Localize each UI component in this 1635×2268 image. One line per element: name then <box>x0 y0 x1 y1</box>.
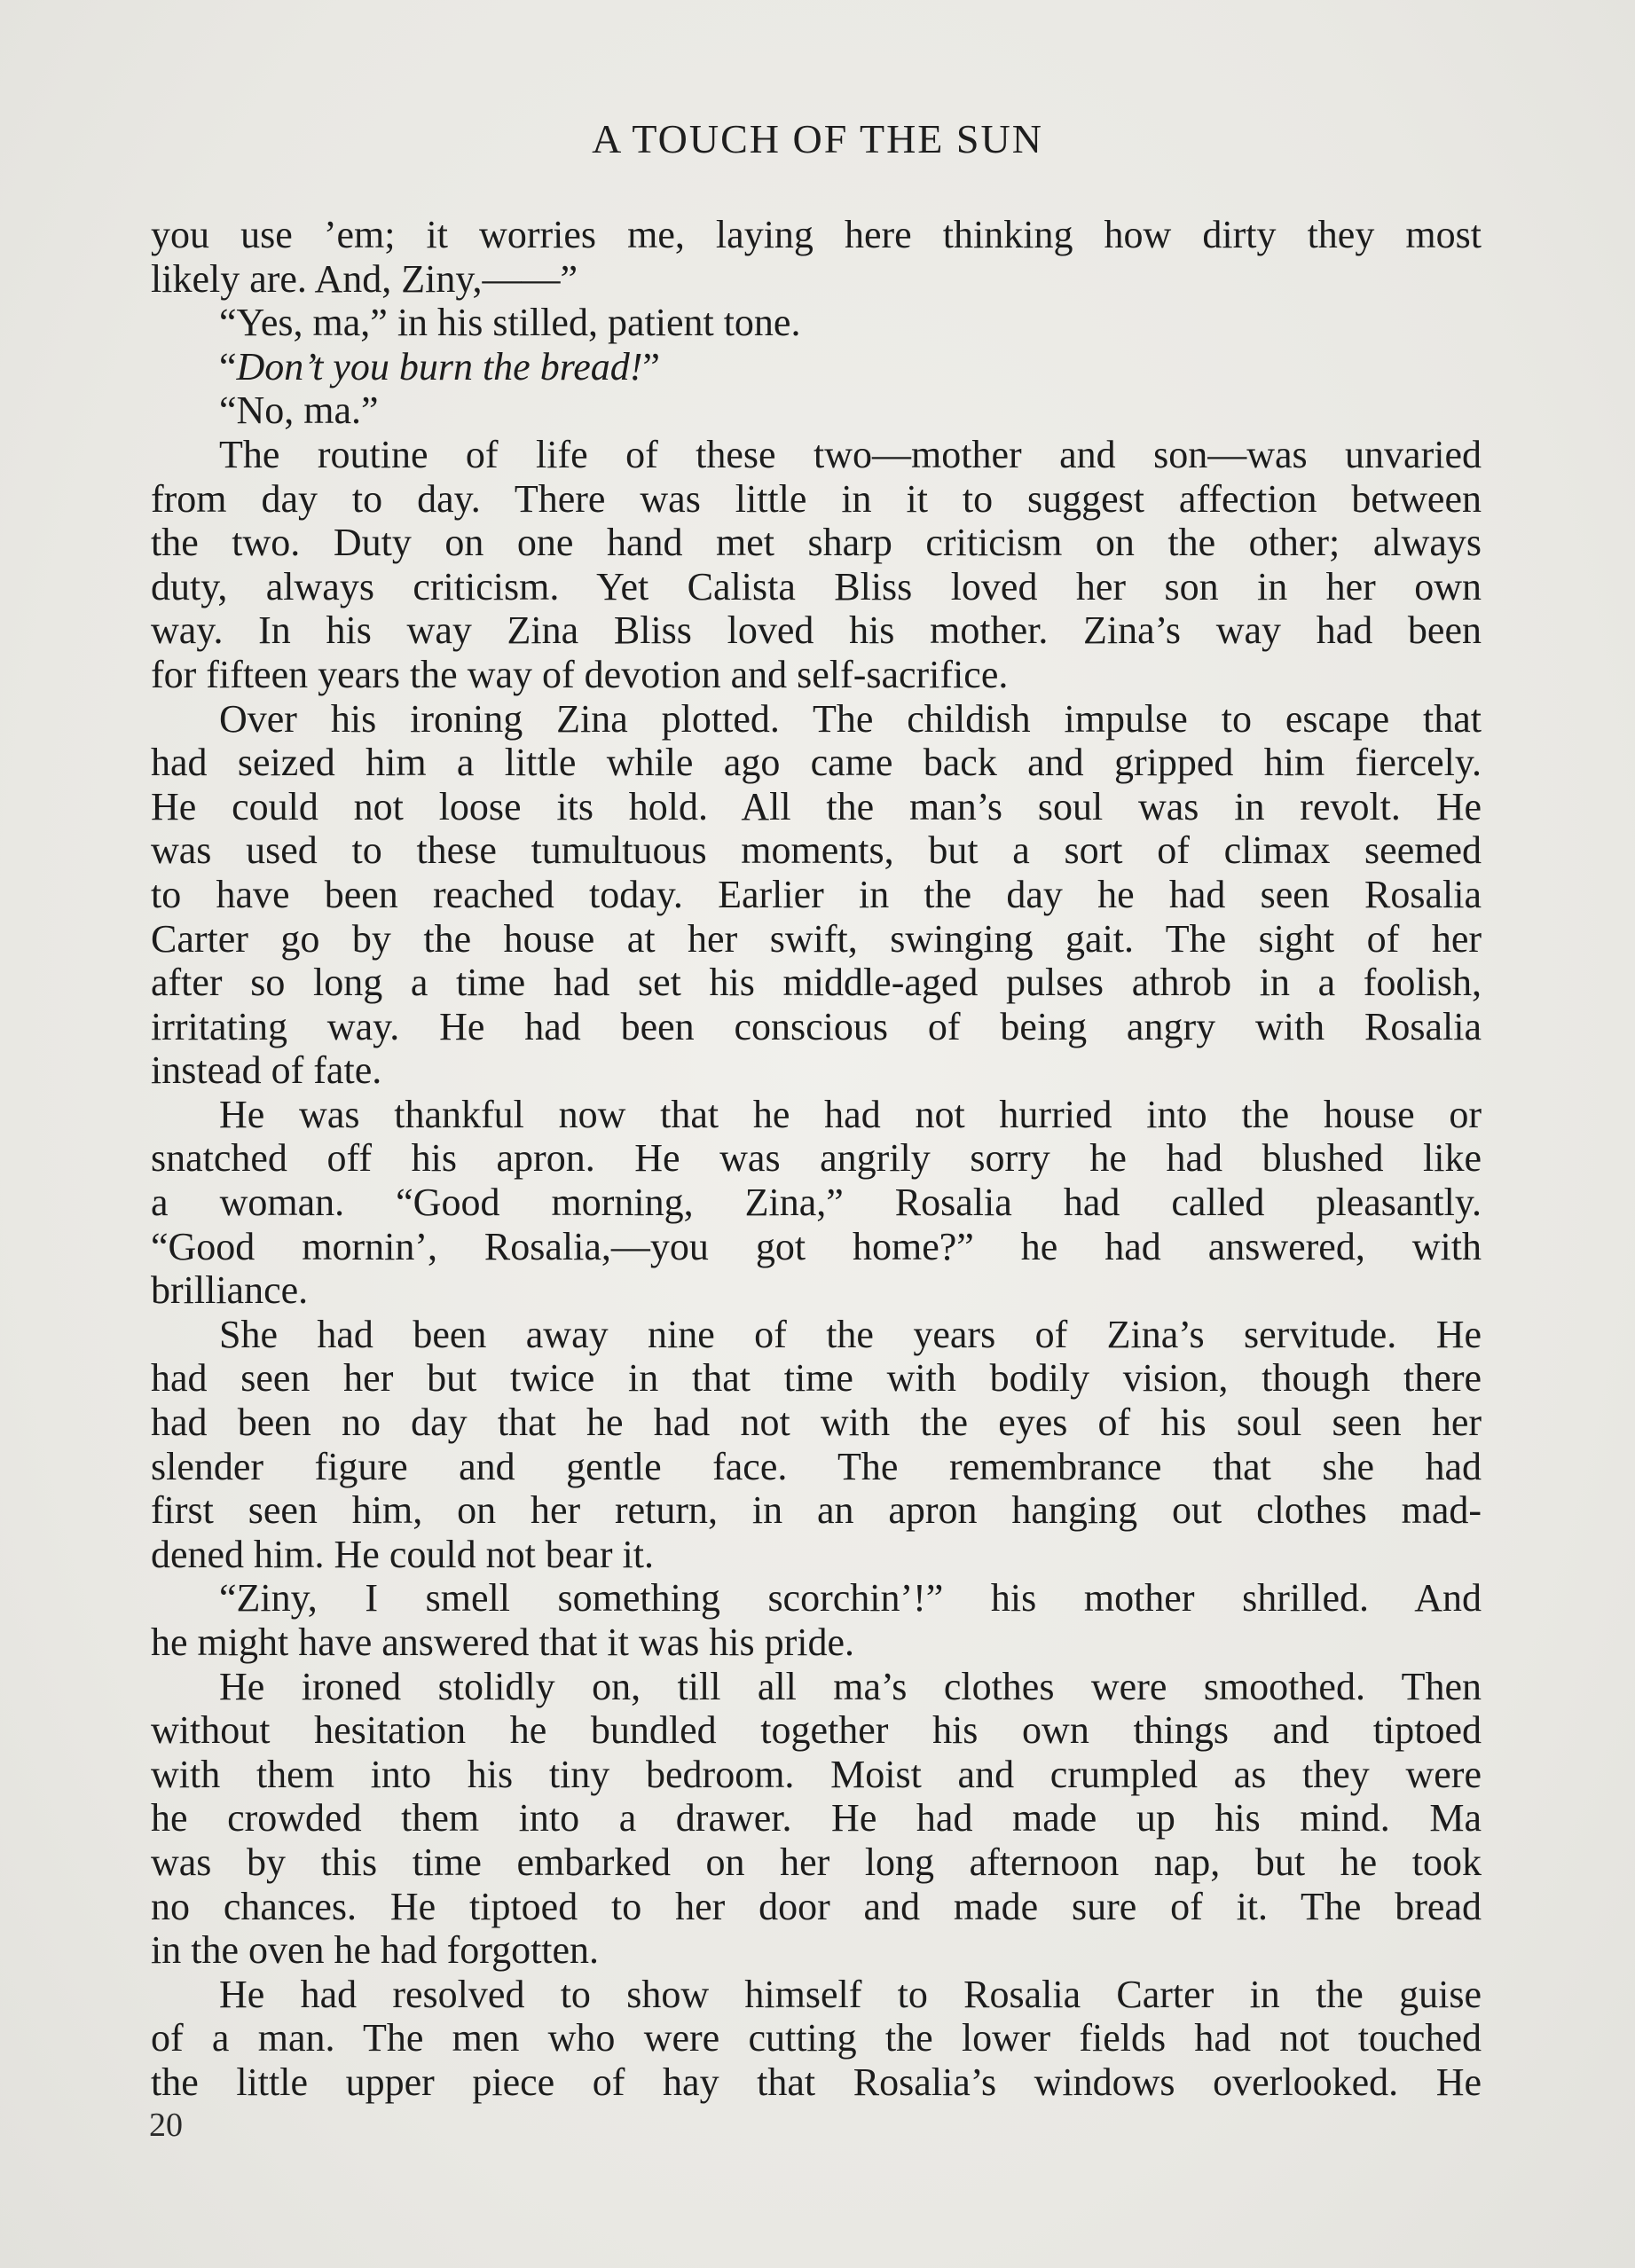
running-head: A TOUCH OF THE SUN <box>592 116 1043 161</box>
text-line: he might have answered that it was his pride. <box>151 1621 855 1664</box>
text-line: likely are. And, Ziny,——” <box>151 256 578 301</box>
text-line: “Ziny, I smell something scorchin’!” his mother shrilled. And <box>219 1576 1482 1621</box>
text-line: the little upper piece of hay that Rosalia’s windows overlooked. He <box>151 2060 1482 2104</box>
body-text <box>151 213 1482 2105</box>
text-line: “Good mornin’, Rosalia,—you got home?” he had answered, with <box>151 1224 1482 1268</box>
text-line: “No, ma.” <box>219 388 379 433</box>
text-line: “Yes, ma,” in his stilled, patient tone. <box>219 301 801 345</box>
text-line: slender figure and gentle face. The remembrance that she had <box>151 1444 1482 1488</box>
text-line: he crowded them into a drawer. He had made up his mind. Ma <box>151 1796 1482 1840</box>
text-line: duty, always criticism. Yet Calista Bliss loved her son in her own <box>151 564 1482 608</box>
text-line: from day to day. There was little in it to suggest affection between <box>151 476 1482 521</box>
text-line: with them into his tiny bedroom. Moist and crumpled as they were <box>151 1752 1482 1796</box>
text-line: had been no day that he had not with the eyes of his soul seen her <box>151 1401 1482 1445</box>
text-line: had seen her but twice in that time with bodily vision, though there <box>151 1356 1482 1401</box>
text-line: dened him. He could not bear it. <box>151 1532 654 1576</box>
text-line: irritating way. He had been conscious of being angry with Rosalia <box>151 1004 1482 1048</box>
text-line: the two. Duty on one hand met sharp criticism on the other; always <box>151 521 1482 565</box>
text-line: for fifteen years the way of devotion and self-sacrifice. <box>151 652 1009 696</box>
text-line: to have been reached today. Earlier in the day he had seen Rosalia <box>151 872 1482 916</box>
text-line: had seized him a little while ago came back and gripped him fiercely. <box>151 741 1482 785</box>
text-line: She had been away nine of the years of Zina’s servitude. He <box>219 1312 1482 1356</box>
text-line: brilliance. <box>151 1268 309 1313</box>
text-line: “Don’t you burn the bread!” <box>219 344 660 388</box>
text-line: instead of fate. <box>151 1048 382 1093</box>
text-line: was by this time embarked on her long afternoon nap, but he took <box>151 1840 1482 1884</box>
text-line: in the oven he had forgotten. <box>151 1928 600 1973</box>
text-line: without hesitation he bundled together his own things and tiptoed <box>151 1708 1482 1753</box>
text-line: no chances. He tiptoed to her door and made sure of it. The bread <box>151 1884 1482 1928</box>
text-line: you use ’em; it worries me, laying here thinking how dirty they most <box>151 213 1482 256</box>
text-line: snatched off his apron. He was angrily sorry he had blushed like <box>151 1136 1482 1181</box>
text-line: way. In his way Zina Bliss loved his mother. Zina’s way had been <box>151 608 1482 653</box>
text-line: Carter go by the house at her swift, swinging gait. The sight of her <box>151 916 1482 961</box>
text-line: He could not loose its hold. All the man’s soul was in revolt. He <box>151 784 1482 828</box>
text-line: after so long a time had set his middle-aged pulses athrob in a foolish, <box>151 961 1482 1005</box>
text-line: Over his ironing Zina plotted. The childish impulse to escape that <box>219 696 1482 741</box>
text-line: He was thankful now that he had not hurried into the house or <box>219 1092 1482 1136</box>
text-line: of a man. The men who were cutting the lower fields had not touched <box>151 2016 1482 2060</box>
text-line: He ironed stolidly on, till all ma’s clothes were smoothed. Then <box>219 1664 1482 1708</box>
text-line: first seen him, on her return, in an apron hanging out clothes mad- <box>151 1488 1482 1533</box>
text-line: The routine of life of these two—mother and son—was unvaried <box>219 432 1482 476</box>
text-line: was used to these tumultuous moments, but a sort of climax seemed <box>151 828 1482 873</box>
text-line: a woman. “Good morning, Zina,” Rosalia had called pleasantly. <box>151 1181 1482 1225</box>
text-line: He had resolved to show himself to Rosalia Carter in the guise <box>219 1972 1482 2016</box>
page-number: 20 <box>149 2107 183 2144</box>
